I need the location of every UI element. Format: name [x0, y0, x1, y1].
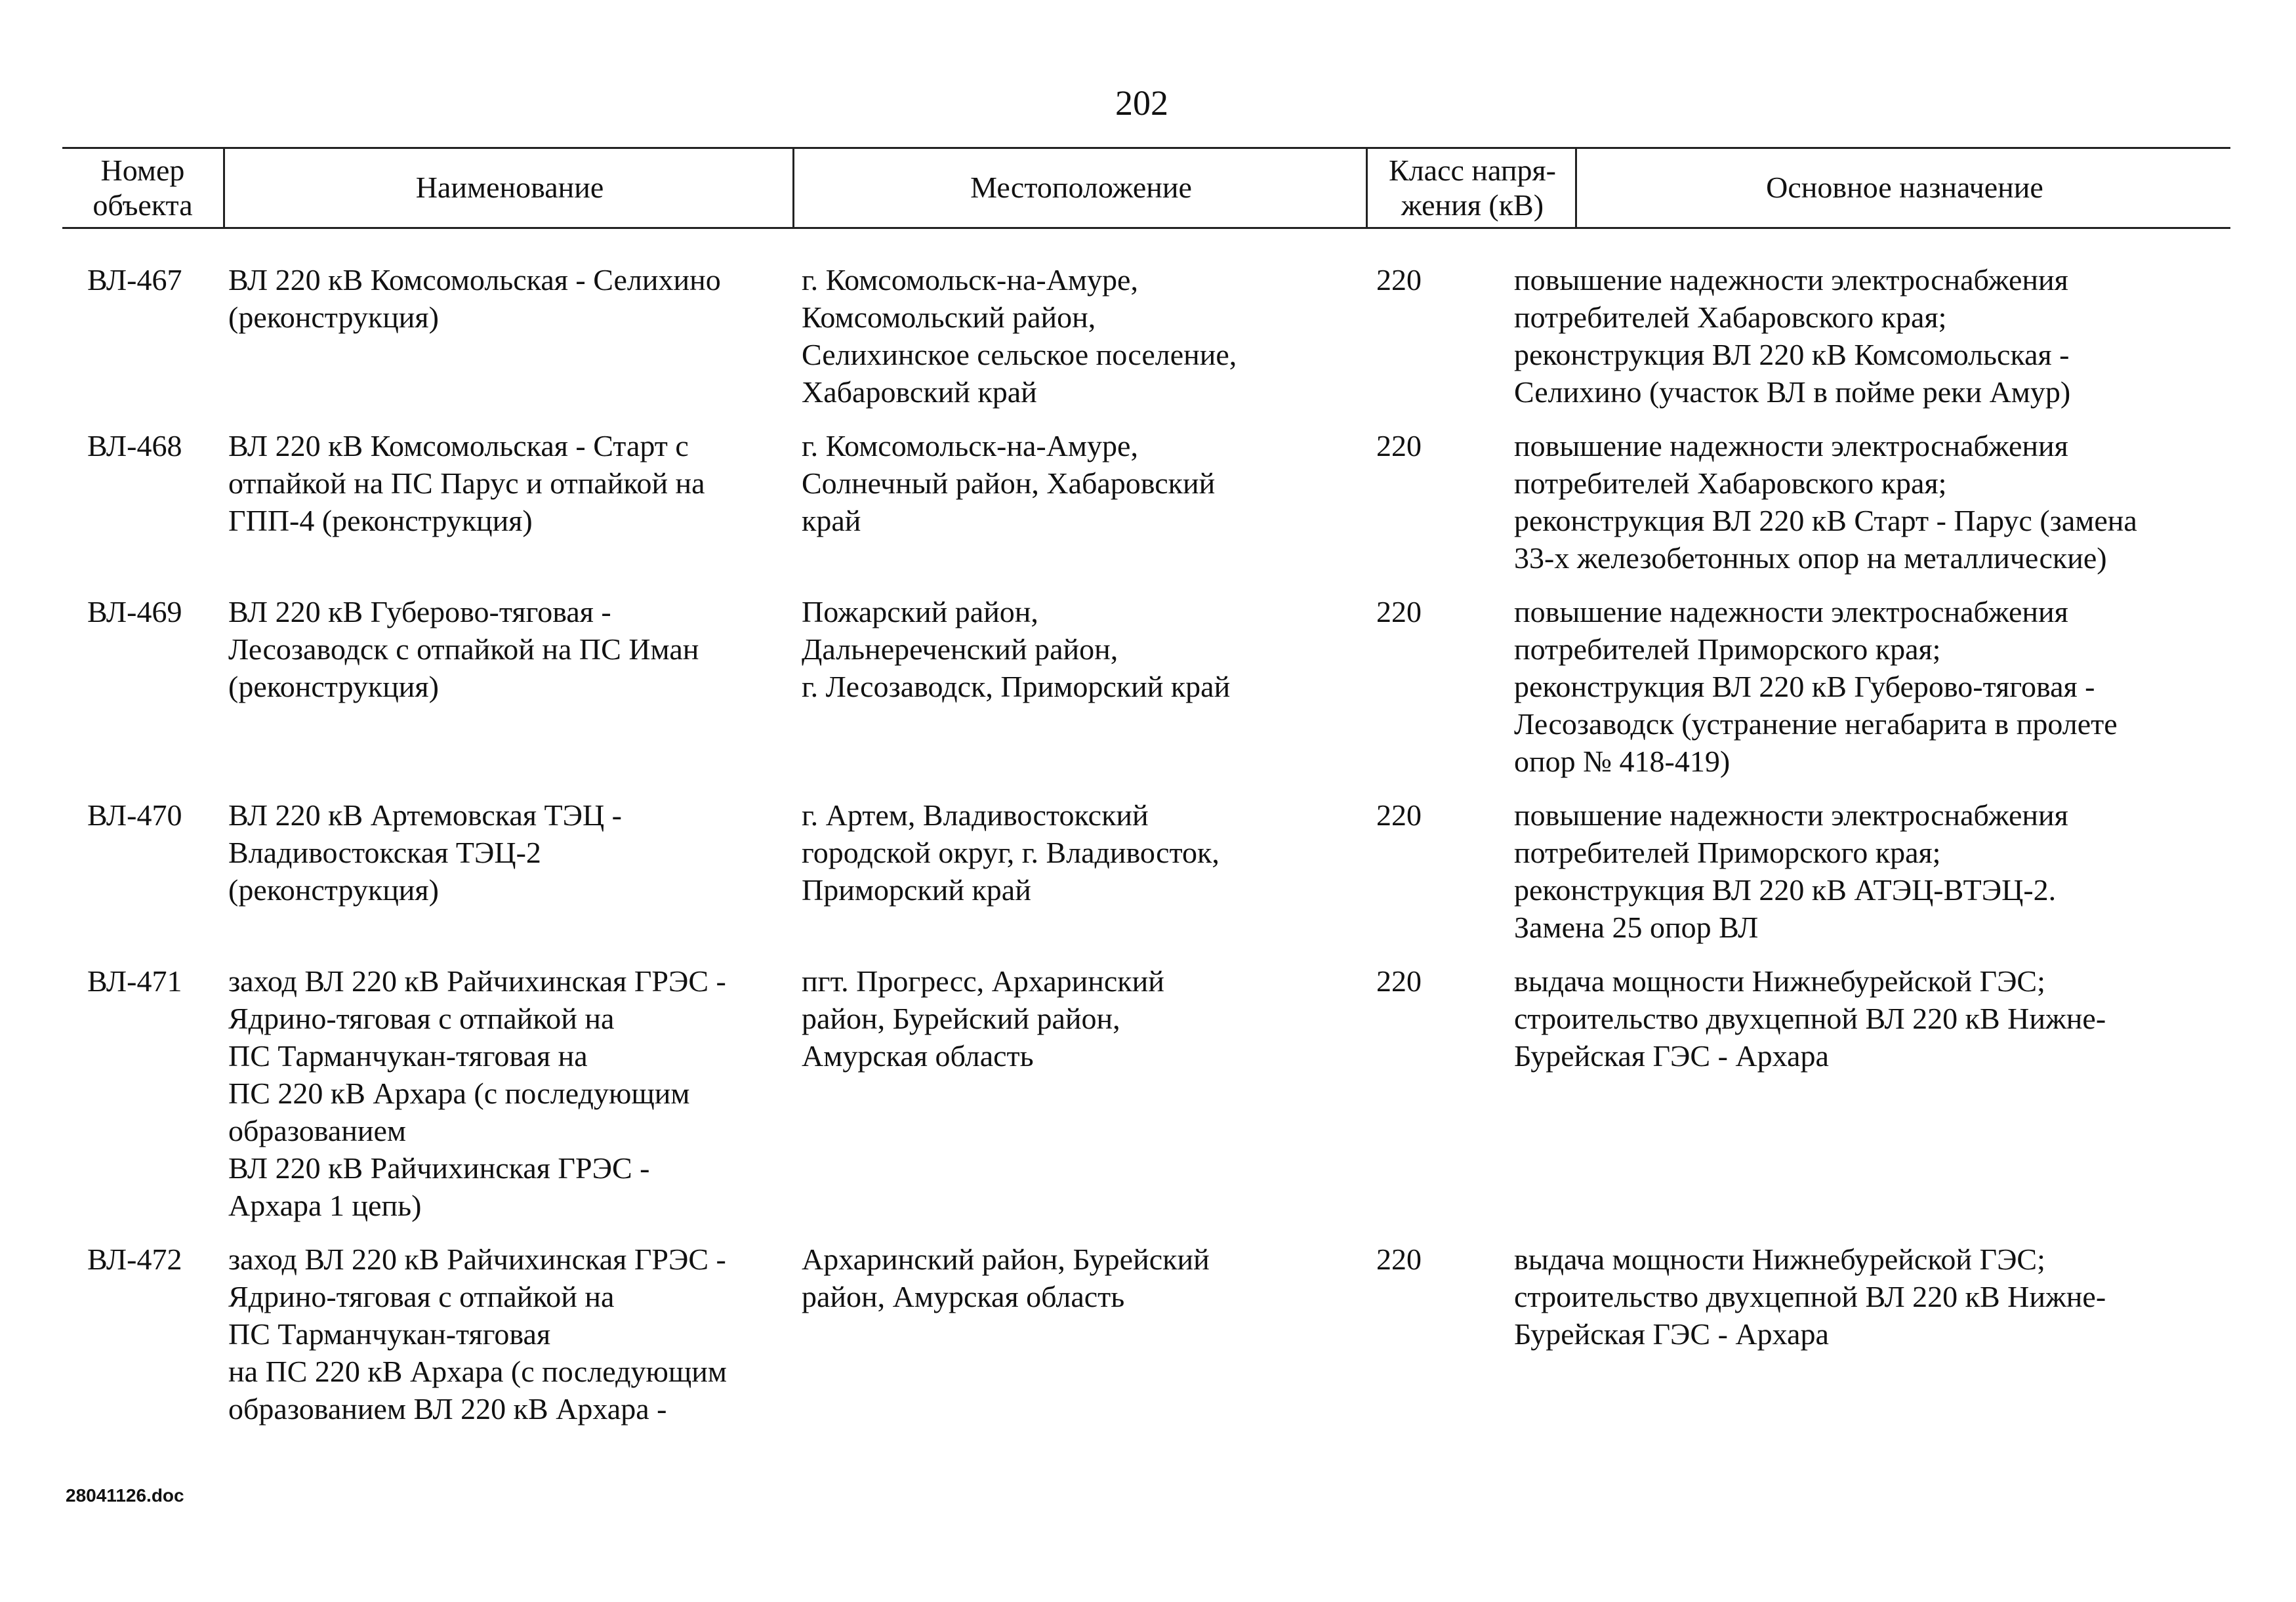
header-name-label: Наименование	[415, 171, 604, 205]
header-number	[62, 149, 223, 227]
row-purpose: повышение надежности электроснабжения потребителей Приморского края; реконструкция ВЛ 220 кВ АТЭЦ-ВТЭЦ-2. Замена 25 опор ВЛ	[1514, 798, 2068, 944]
header-purpose	[1575, 149, 2232, 227]
row-number: ВЛ-468	[87, 429, 182, 462]
header-location	[792, 149, 1368, 227]
row-purpose: выдача мощности Нижнебурейской ГЭС; строительство двухцепной ВЛ 220 кВ Нижне- Бурейская ГЭС - Архара	[1514, 1243, 2106, 1351]
row-purpose: повышение надежности электроснабжения потребителей Хабаровского края; реконструкция ВЛ 220 кВ Старт - Парус (замена 33-х железобетонных опор на металлические)	[1514, 429, 2137, 575]
row-name: ВЛ 220 кВ Комсомольская - Старт с отпайкой на ПС Парус и отпайкой на ГПП-4 (реконструкция)	[228, 429, 705, 537]
row-number: ВЛ-467	[87, 263, 182, 297]
row-number: ВЛ-471	[87, 964, 182, 998]
header-voltage	[1366, 149, 1577, 227]
row-location: г. Артем, Владивостокский городской округ, г. Владивосток, Приморский край	[802, 798, 1220, 907]
row-location: Пожарский район, Дальнереченский район, г. Лесозаводск, Приморский край	[802, 595, 1231, 703]
header-number-label: Номер объекта	[92, 153, 193, 222]
header-location-label: Местоположение	[970, 171, 1192, 205]
row-location: г. Комсомольск-на-Амуре, Солнечный район, Хабаровский край	[802, 429, 1216, 537]
row-voltage: 220	[1376, 1243, 1422, 1276]
row-name: заход ВЛ 220 кВ Райчихинская ГРЭС - Ядрино-тяговая с отпайкой на ПС Тарманчукан-тяговая на ПС 220 кВ Архара (с последующим образованием ВЛ 220 кВ Райчихинская ГРЭС - Архара 1 цепь)	[228, 964, 726, 1222]
header-purpose-label: Основное назначение	[1766, 171, 2043, 205]
row-location: пгт. Прогресс, Архаринский район, Бурейский район, Амурская область	[802, 964, 1164, 1073]
row-name: ВЛ 220 кВ Артемовская ТЭЦ - Владивостокская ТЭЦ-2 (реконструкция)	[228, 798, 622, 907]
row-name: ВЛ 220 кВ Губерово-тяговая - Лесозаводск с отпайкой на ПС Иман (реконструкция)	[228, 595, 699, 703]
row-number: ВЛ-470	[87, 798, 182, 832]
row-location: Архаринский район, Бурейский район, Амурская область	[802, 1243, 1210, 1313]
header-name	[223, 149, 794, 227]
table-header	[62, 147, 2230, 229]
header-voltage-label: Класс напря- жения (кВ)	[1389, 153, 1556, 222]
row-voltage: 220	[1376, 595, 1422, 628]
page-number: 202	[1115, 83, 1168, 123]
row-purpose: повышение надежности электроснабжения потребителей Хабаровского края; реконструкция ВЛ 220 кВ Комсомольская - Селихино (участок ВЛ в пойме реки Амур)	[1514, 263, 2071, 409]
row-purpose: выдача мощности Нижнебурейской ГЭС; строительство двухцепной ВЛ 220 кВ Нижне- Бурейская ГЭС - Архара	[1514, 964, 2106, 1073]
row-name: заход ВЛ 220 кВ Райчихинская ГРЭС - Ядрино-тяговая с отпайкой на ПС Тарманчукан-тяговая на ПС 220 кВ Архара (с последующим образованием ВЛ 220 кВ Архара -	[228, 1243, 728, 1426]
row-voltage: 220	[1376, 429, 1422, 462]
row-voltage: 220	[1376, 964, 1422, 998]
row-number: ВЛ-472	[87, 1243, 182, 1276]
row-location: г. Комсомольск-на-Амуре, Комсомольский район, Селихинское сельское поселение, Хабаровский край	[802, 263, 1237, 409]
row-voltage: 220	[1376, 263, 1422, 297]
row-name: ВЛ 220 кВ Комсомольская - Селихино (реконструкция)	[228, 263, 721, 334]
row-number: ВЛ-469	[87, 595, 182, 628]
document-filename: 28041126.doc	[66, 1485, 184, 1506]
row-voltage: 220	[1376, 798, 1422, 832]
row-purpose: повышение надежности электроснабжения потребителей Приморского края; реконструкция ВЛ 220 кВ Губерово-тяговая - Лесозаводск (устранение негабарита в пролете опор № 418-419)	[1514, 595, 2118, 778]
